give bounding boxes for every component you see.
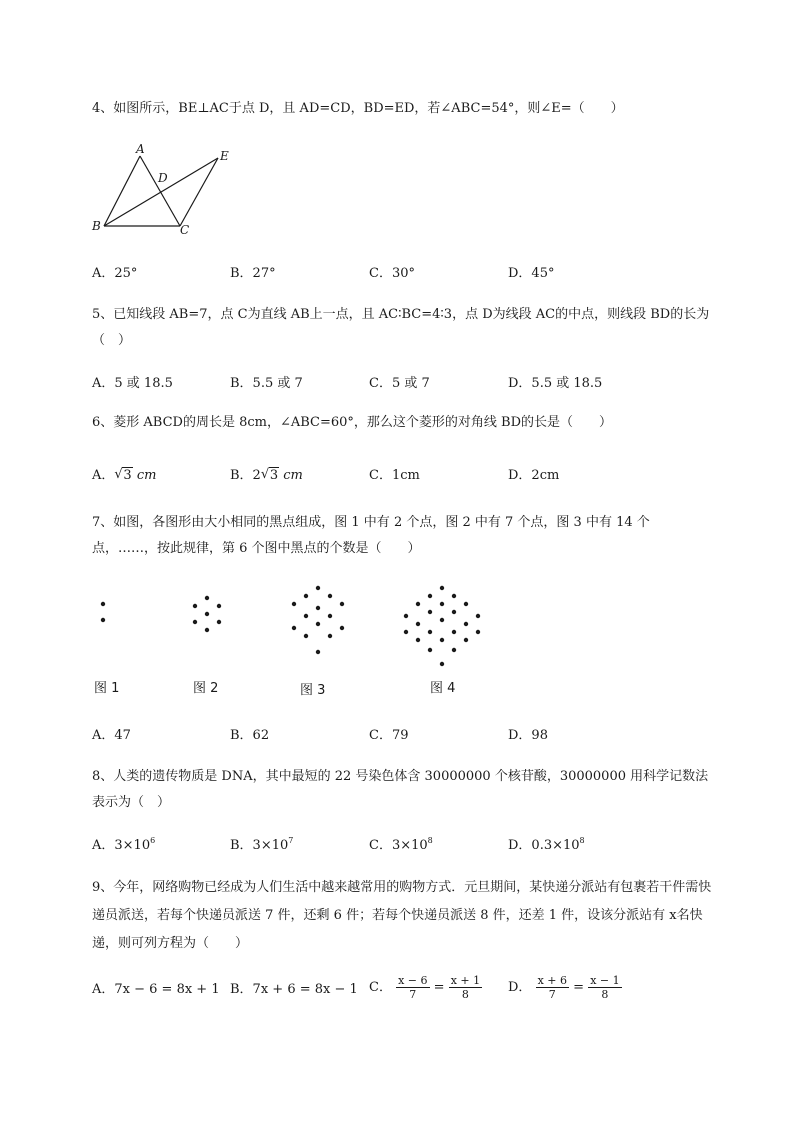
label-a: A [136,142,145,156]
option-d[interactable]: D．2cm [508,468,560,483]
figure-4-caption: 图 4 [430,681,456,696]
option-d[interactable]: D．98 [508,728,548,743]
option-a[interactable]: A．$3\times 10^6$ [92,836,156,853]
question-7-stem: 7、如图，各图形由大小相同的黑点组成，图 1 中有 2 个点，图 2 中有 7 个点，图 3 中有 14 个点，……，按此规律，第 6 个图中黑点的个数是（ ） [92,515,650,556]
option-a[interactable]: A．7x − 6 = 8x + 1 [92,982,220,997]
option-b[interactable]: B．27° [230,266,276,281]
option-d[interactable]: D．$0.3\times 10^8$ [508,836,585,853]
question-5-options [92,372,712,392]
option-a[interactable]: A．5 或 18.5 [92,376,173,391]
figure-2-dots [193,596,221,632]
segment-ce [180,158,218,226]
option-c[interactable]: C．$3\times 10^8$ [369,836,433,853]
question-8-stem: 8、人类的遗传物质是 DNA，其中最短的 22 号染色体含 30000000 个核苷酸，30000000 用科学记数法表示为（ ） [92,769,709,810]
question-4-options [92,262,712,282]
option-c[interactable]: C． $\frac{x - 6}{7}$ = $\frac{x + 1}{8}$ [369,974,481,1001]
option-b[interactable]: B．5.5 或 7 [230,376,303,391]
label-b: B [92,219,101,233]
figure-4-dots [404,586,480,666]
question-4-stem: 4、如图所示，BE⊥AC于点 D，且 AD=CD，BD=ED，若∠ABC=54°，则∠E=（ ） [92,101,624,116]
question-9-stem: 9、今年，网络购物已经成为人们生活中越来越常用的购物方式．元旦期间，某快递分派站有包裹若干件需快递员派送，若每个快递员派送 7 件，还剩 6 件；若每个快递员派送 8 件，还差 1 件，设该分派站有 x名快递，则可列方程为（ ） [92,880,712,951]
figure-3-caption: 图 3 [300,683,326,698]
figure-1-dots [101,602,105,622]
option-d[interactable]: D． $\frac{x + 6}{7}$ = $\frac{x - 1}{8}$ [508,974,620,1001]
option-b[interactable]: B．62 [230,728,270,743]
option-b[interactable]: B．7x + 6 = 8x − 1 [230,982,358,997]
label-d: D [158,171,168,185]
figure-3-dots [292,586,344,654]
figure-2-caption: 图 2 [193,681,219,696]
question-6-stem: 6、菱形 ABCD的周长是 8cm，∠ABC=60°，那么这个菱形的对角线 BD的长是（ ） [92,415,613,430]
question-5-stem: 5、已知线段 AB=7，点 C为直线 AB上一点，且 AC∶BC=4∶3，点 D为线段 AC的中点，则线段 BD的长为（ ） [92,307,710,348]
label-c: C [180,223,190,237]
option-d[interactable]: D．45° [508,266,555,281]
question-8-options [92,834,712,854]
dot-pattern-figures [90,580,490,675]
option-b[interactable]: B．2 √ 3 cm [230,467,303,483]
option-a[interactable]: A．47 [92,728,131,743]
option-a[interactable]: A． √ 3 cm [92,467,157,483]
figure-1-caption: 图 1 [94,681,120,696]
question-7-options [92,724,712,744]
segment-ac [140,156,180,226]
option-b[interactable]: B．$3\times 10^7$ [230,836,294,853]
option-c[interactable]: C．30° [369,266,415,281]
question-9-options [92,974,712,1004]
option-c[interactable]: C．79 [369,728,409,743]
triangle-figure [88,140,238,240]
option-d[interactable]: D．5.5 或 18.5 [508,376,603,391]
option-c[interactable]: C．1cm [369,468,420,483]
option-a[interactable]: A．25° [92,266,138,281]
label-e: E [220,149,229,163]
option-c[interactable]: C．5 或 7 [369,376,430,391]
question-6-options [92,464,712,484]
